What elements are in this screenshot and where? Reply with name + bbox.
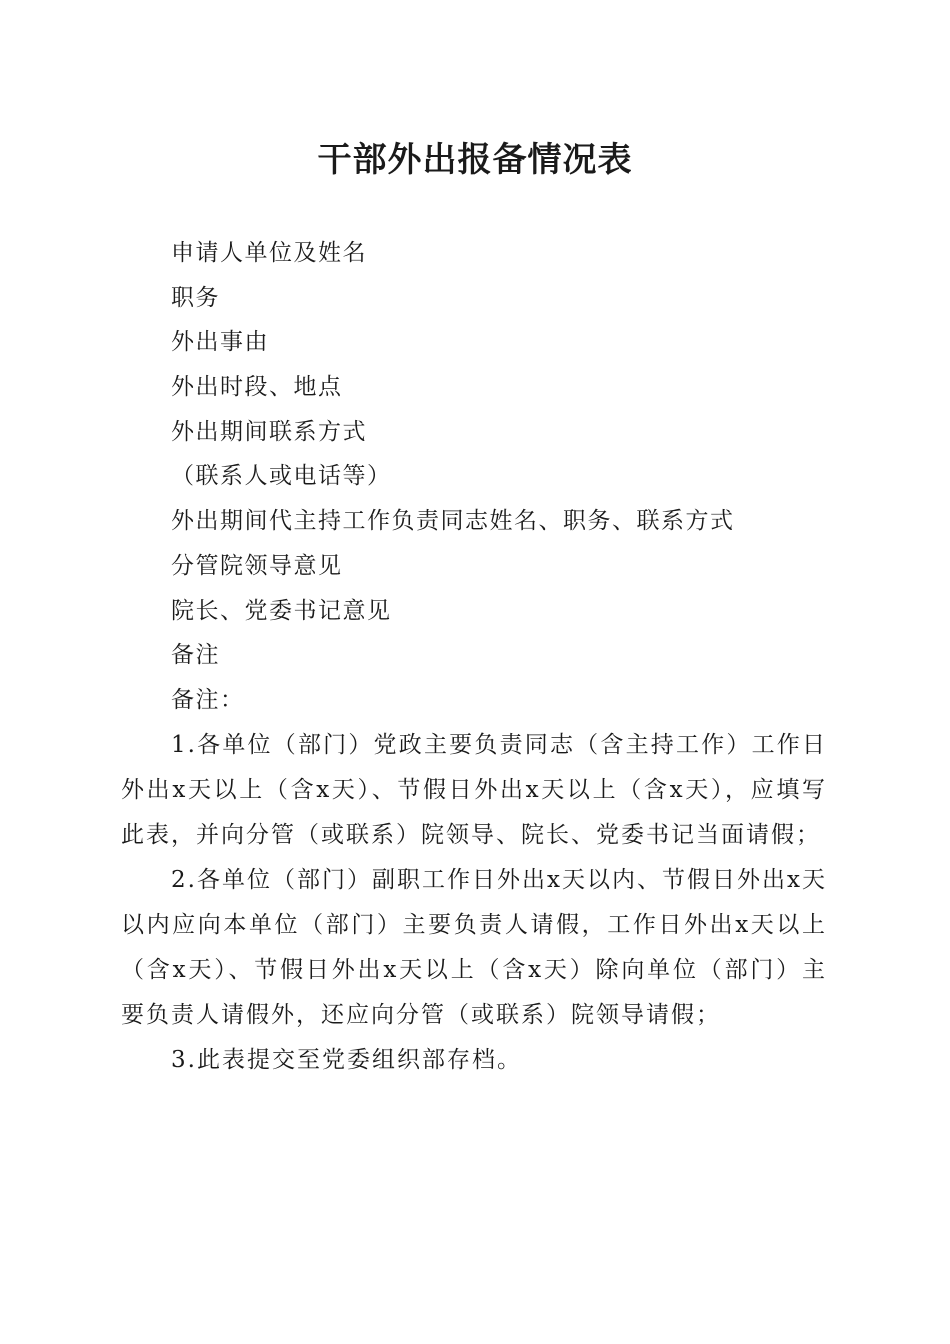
field-period-location: 外出时段、地点: [171, 374, 343, 401]
field-contact-method: 外出期间联系方式: [171, 418, 367, 445]
notes-heading: 备注：: [171, 686, 245, 713]
field-reason: 外出事由: [171, 329, 269, 356]
field-applicant-unit-name: 申请人单位及姓名: [171, 240, 367, 266]
document-title: 干部外出报备情况表: [317, 140, 633, 180]
field-president-opinion: 院长、党委书记意见: [171, 597, 392, 624]
note-item-3: 3.此表提交至党委组织部存档。: [171, 1047, 522, 1073]
field-remarks: 备注: [171, 642, 220, 669]
notes-section: [121, 723, 827, 1083]
note-item-2: 2.各单位（部门）副职工作日外出x天以内、节假日外出x天以内应向本单位（部门）主要负责人请假，工作日外出x天以上（含x天）、节假日外出x天以上（含x天）除向单位（部门）主要负责人请假外，还应向分管（或联系）院领导请假；: [121, 867, 827, 1028]
field-acting-person: 外出期间代主持工作负责同志姓名、职务、联系方式: [171, 508, 735, 535]
field-contact-note: （联系人或电话等）: [171, 463, 392, 490]
field-position: 职务: [171, 284, 220, 311]
form-field-list: [171, 231, 871, 723]
note-item-1: 1.各单位（部门）党政主要负责同志（含主持工作）工作日外出x天以上（含x天）、节假日外出x天以上（含x天），应填写此表，并向分管（或联系）院领导、院长、党委书记当面请假；: [121, 732, 827, 848]
field-leader-opinion: 分管院领导意见: [171, 552, 343, 579]
